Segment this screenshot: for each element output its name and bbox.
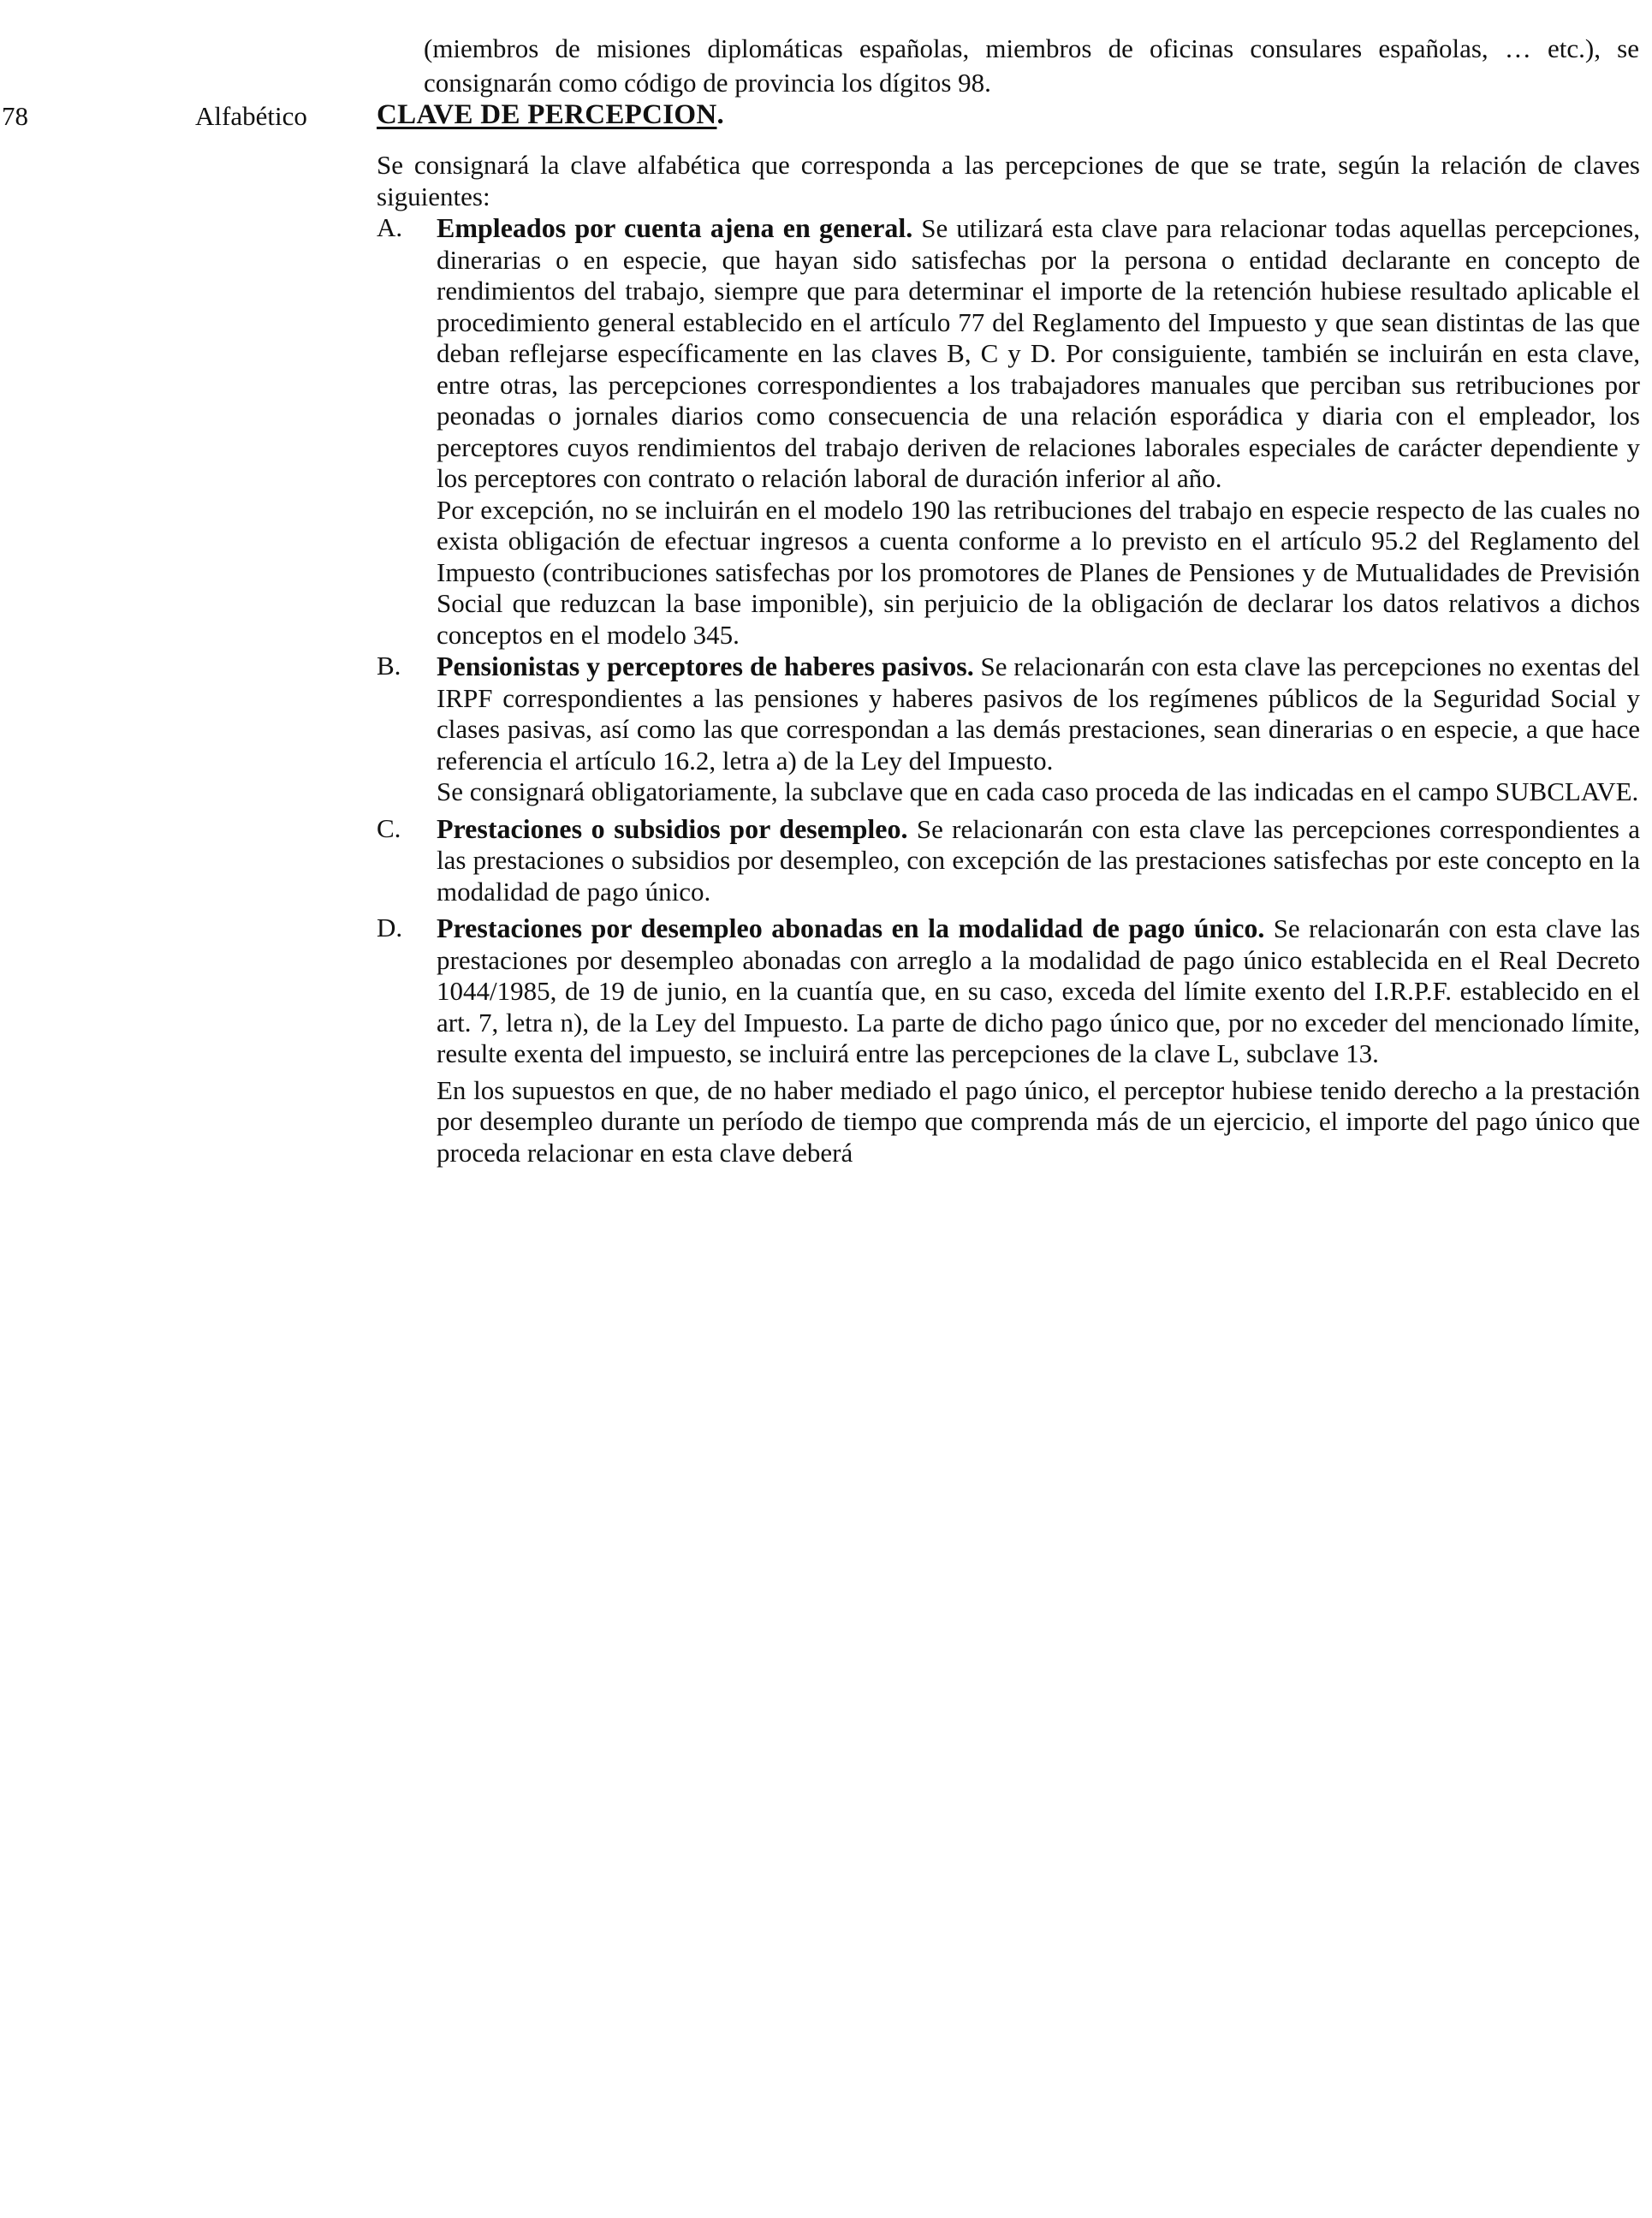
lead-paragraph: Se consignará la clave alfabética que corresponda a las percepciones de que se trate, según la relación de claves siguientes: <box>377 150 1640 211</box>
item-text: Se utilizará esta clave para relacionar todas aquellas percepciones, dinerarias o en especie, que hayan sido satisfechas por la persona o entidad declarante en concepto de rendimientos del trabajo, siempre que para determinar el importe de la retención hubiese resultado aplicable el procedimiento general establecido en el artículo 77 del Reglamento del Impuesto y que sean distintas de las que deban reflejarse específicamente en las claves B, C y D. Por consiguiente, también se incluirán en esta clave, entre otras, las percepciones correspondientes a los trabajadores manuales que perciban sus retribuciones por peonadas o jornales diarios como consecuencia de una relación esporádica y diaria con el empleador, los perceptores cuyos rendimientos del trabajo deriven de relaciones laborales especiales de carácter dependiente y los perceptores con contrato o relación laboral de duración inferior al año. <box>437 213 1640 493</box>
field-title <box>377 99 724 131</box>
item-text: Se relacionarán con esta clave las percepciones correspondientes a las prestaciones o subsidios por desempleo, con excepción de las prestaciones satisfechas por este concepto en la modalidad de pago único. <box>437 813 1640 907</box>
item-paragraph <box>437 212 1640 495</box>
field-header-row <box>0 101 1652 144</box>
item-heading: Empleados por cuenta ajena en general. <box>437 212 913 243</box>
field-description <box>377 150 1640 1168</box>
item-text: Se relacionarán con esta clave las percepciones no exentas del IRPF correspondientes a las pensiones y haberes pasivos de los regímenes públicos de la Seguridad Social y clases pasivas, así como las que correspondan a las demás prestaciones, sean dinerarias o en especie, a que hace referencia el artículo 16.2, letra a) de la Ley del Impuesto. <box>437 651 1641 776</box>
item-heading: Prestaciones o subsidios por desempleo. <box>437 812 908 844</box>
item-letter: D. <box>377 913 403 943</box>
item-letter: B. <box>377 651 401 681</box>
item-letter: A. <box>377 212 403 242</box>
list-item-d <box>377 913 1640 1168</box>
field-number: 78 <box>2 101 28 131</box>
item-extra-paragraph: Se consignará obligatoriamente, la subclave que en cada caso proceda de las indicadas en el campo SUBCLAVE. <box>437 776 1639 806</box>
item-extra-paragraph: Por excepción, no se incluirán en el modelo 190 las retribuciones del trabajo en especie respecto de las cuales no exista obligación de efectuar ingresos a cuenta conforme a lo previsto en el artículo 95.2 del Reglamento del Impuesto (contribuciones satisfechas por los promotores de Planes de Pensiones y de Mutualidades de Previsión Social que reduzcan la base imponible), sin perjuicio de la obligación de declarar los datos relativos a dichos conceptos en el modelo 345. <box>437 494 1640 650</box>
item-text: Se relacionarán con esta clave las prestaciones por desempleo abonadas con arreglo a la modalidad de pago único establecida en el Real Decreto 1044/1985, de 19 de junio, en la cuantía que, en su caso, exceda del límite exento del I.R.P.F. establecido en el art. 7, letra n), de la Ley del Impuesto. La parte de dicho pago único que, por no exceder del mencionado límite, resulte exenta del impuesto, se incluirá entre las percepciones de la clave L, subclave 13. <box>437 913 1641 1068</box>
item-heading: Prestaciones por desempleo abonadas en la modalidad de pago único. <box>437 913 1265 943</box>
field-title-text: CLAVE DE PERCEPCION <box>377 99 717 130</box>
item-paragraph <box>437 651 1640 776</box>
item-heading: Pensionistas y perceptores de haberes pasivos. <box>437 651 974 681</box>
field-title-suffix: . <box>716 99 725 130</box>
list-item-c <box>377 813 1640 908</box>
item-letter: C. <box>377 812 401 843</box>
item-paragraph <box>437 913 1640 1070</box>
intro-paragraph: (miembros de misiones diplomáticas españolas, miembros de oficinas consulares españolas, … etc.), se consignarán como código de provincia los dígitos 98. <box>424 33 1639 98</box>
item-extra-paragraph: En los supuestos en que, de no haber mediado el pago único, el perceptor hubiese tenido derecho a la prestación por desempleo durante un período de tiempo que comprenda más de un ejercicio, el importe del pago único que proceda relacionar en esta clave deberá <box>437 1074 1640 1168</box>
field-type: Alfabético <box>195 101 307 131</box>
list-item-a <box>377 212 1640 651</box>
item-paragraph <box>437 813 1640 908</box>
list-item-b <box>377 651 1640 808</box>
